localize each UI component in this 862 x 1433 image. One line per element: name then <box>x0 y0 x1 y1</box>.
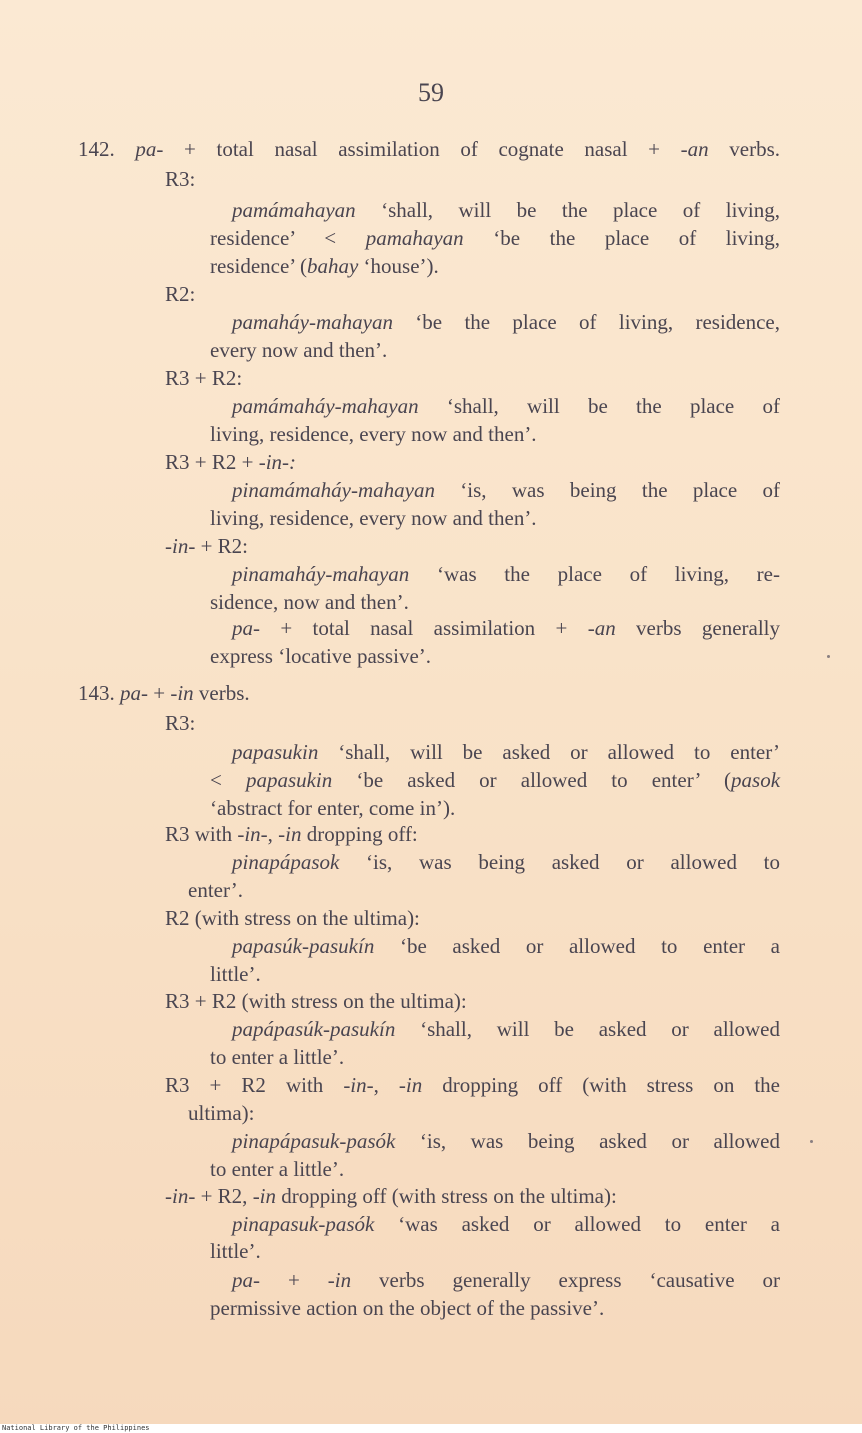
example-line <box>232 932 780 960</box>
example-line <box>232 196 780 224</box>
prefix-term: pa- <box>120 681 148 705</box>
gloss-text: ‘be the place of living, <box>463 226 781 250</box>
affix-term: -in- <box>165 534 196 558</box>
affix-term: -in <box>327 1268 352 1292</box>
example-line: to enter a little’. <box>210 1045 345 1069</box>
gloss-text: < <box>210 768 246 792</box>
rule-text: + R2, <box>195 1184 253 1208</box>
tagalog-word: pinapasuk-pasók <box>232 1212 375 1236</box>
rule-label: R2: <box>165 282 196 306</box>
example-line <box>232 1015 780 1043</box>
example-line <box>210 252 439 280</box>
footer-credit: National Library of the Philippines <box>2 1424 150 1432</box>
example-line: ‘abstract for enter, come in’). <box>210 796 456 820</box>
heading-text: + total nasal assimilation of cognate nasal + <box>184 137 681 161</box>
tagalog-word: papasúk-pasukín <box>232 934 375 958</box>
example-line: little’. <box>210 962 261 986</box>
example-line <box>232 738 780 766</box>
affix-term: -in-: <box>258 450 297 474</box>
tagalog-word: papasukin <box>232 740 319 764</box>
rule-text: dropping off (with stress on the ultima): <box>276 1184 617 1208</box>
rule-text: dropping off (with stress on the <box>422 1073 780 1097</box>
affix-term: -in- <box>237 822 268 846</box>
example-line <box>210 224 780 252</box>
affix-term: -an <box>587 616 616 640</box>
suffix-term: -in <box>170 681 194 705</box>
example-line: sidence, now and then’. <box>210 590 409 614</box>
section-number: 143. <box>78 681 115 705</box>
affix-term: -in- <box>343 1073 374 1097</box>
example-line: to enter a little’. <box>210 1157 345 1181</box>
tagalog-word: pinapápasuk-pasók <box>232 1129 396 1153</box>
rule-label <box>165 448 296 476</box>
tagalog-word: pinamámaháy-mahayan <box>232 478 435 502</box>
tagalog-word: pinamaháy-mahayan <box>232 562 410 586</box>
rule-label <box>165 820 418 848</box>
gloss-text: ‘be asked or allowed to enter’ ( <box>332 768 732 792</box>
tagalog-word: pamahayan <box>365 226 464 250</box>
gloss-text: ‘is, was being asked or allowed <box>395 1129 780 1153</box>
example-line <box>232 476 780 504</box>
tagalog-word: papasukin <box>245 768 333 792</box>
prefix-term: pa- <box>135 137 164 161</box>
rule-label: R3: <box>165 167 196 191</box>
gloss-text: ‘is, was being asked or allowed to <box>339 850 780 874</box>
example-line <box>232 392 780 420</box>
example-line <box>232 848 780 876</box>
dust-speck <box>810 1140 813 1143</box>
footer-bar <box>0 1424 862 1433</box>
section-number: 142. <box>78 137 115 161</box>
gloss-text: ‘be asked or allowed to enter a <box>374 934 780 958</box>
example-line: every now and then’. <box>210 338 388 362</box>
rule-text: dropping off: <box>301 822 418 846</box>
tagalog-word: pamaháy-mahayan <box>232 310 393 334</box>
gloss-text: ‘is, was being the place of <box>434 478 780 502</box>
gloss-text: residence’ < <box>210 226 366 250</box>
tagalog-word: pamámaháy-mahayan <box>232 394 419 418</box>
example-line: enter’. <box>188 878 243 902</box>
tagalog-word: bahay <box>306 254 359 278</box>
summary-text: verbs generally <box>615 616 780 640</box>
tagalog-word: pamámahayan <box>232 198 356 222</box>
section-143-heading <box>78 679 250 707</box>
heading-text: + <box>148 681 171 705</box>
rule-label: R2 (with stress on the ultima): <box>165 906 420 930</box>
summary-text: + total nasal assimilation + <box>260 616 588 640</box>
rule-label: R3 + R2: <box>165 366 243 390</box>
tagalog-word: papápasúk-pasukín <box>232 1017 396 1041</box>
example-line: little’. <box>210 1239 261 1263</box>
tagalog-word: pasok <box>731 768 781 792</box>
gloss-text: ‘be the place of living, residence, <box>392 310 780 334</box>
affix-term: pa- <box>232 616 260 640</box>
example-line: living, residence, every now and then’. <box>210 506 537 530</box>
summary-line: express ‘locative passive’. <box>210 644 432 668</box>
summary-line: permissive action on the object of the passive’. <box>210 1296 605 1320</box>
affix-term: -in <box>398 1073 423 1097</box>
suffix-term: -an <box>680 137 709 161</box>
example-line: living, residence, every now and then’. <box>210 422 537 446</box>
summary-line <box>232 1266 780 1294</box>
gloss-text: ‘was asked or allowed to enter a <box>374 1212 780 1236</box>
summary-text: + <box>260 1268 328 1292</box>
page-number: 59 <box>418 78 444 107</box>
rule-text: R3 + R2 + <box>165 450 259 474</box>
rule-label <box>165 532 248 560</box>
affix-term: -in <box>278 822 302 846</box>
rule-label: ultima): <box>188 1101 255 1125</box>
heading-text: verbs. <box>193 681 250 705</box>
affix-term: pa- <box>232 1268 260 1292</box>
rule-text: R3 + R2 with <box>165 1073 344 1097</box>
rule-label: R3: <box>165 711 196 735</box>
example-line <box>210 766 780 794</box>
gloss-text: ‘shall, will be asked or allowed to enter’ <box>318 740 780 764</box>
affix-term: -in <box>252 1184 277 1208</box>
rule-text: R3 with <box>165 822 238 846</box>
example-line <box>232 1210 780 1238</box>
dust-speck <box>827 655 830 658</box>
summary-line <box>232 614 780 642</box>
rule-text: + R2: <box>195 534 249 558</box>
example-line <box>232 308 780 336</box>
rule-text: , <box>373 1073 399 1097</box>
example-line <box>232 560 780 588</box>
rule-label: R3 + R2 (with stress on the ultima): <box>165 989 467 1013</box>
gloss-text: ‘house’). <box>358 254 439 278</box>
tagalog-word: pinapápasok <box>232 850 340 874</box>
rule-label <box>165 1182 617 1210</box>
gloss-text: ‘shall, will be the place of <box>418 394 780 418</box>
example-line <box>232 1127 780 1155</box>
section-142-heading <box>78 135 780 163</box>
gloss-text: ‘was the place of living, re- <box>409 562 780 586</box>
gloss-text: residence’ ( <box>210 254 307 278</box>
gloss-text: ‘shall, will be the place of living, <box>355 198 780 222</box>
rule-label <box>165 1071 780 1099</box>
gloss-text: ‘shall, will be asked or allowed <box>395 1017 780 1041</box>
summary-text: verbs generally express ‘causative or <box>351 1268 781 1292</box>
rule-text: , <box>267 822 279 846</box>
affix-term: -in- <box>165 1184 196 1208</box>
heading-text: verbs. <box>708 137 781 161</box>
